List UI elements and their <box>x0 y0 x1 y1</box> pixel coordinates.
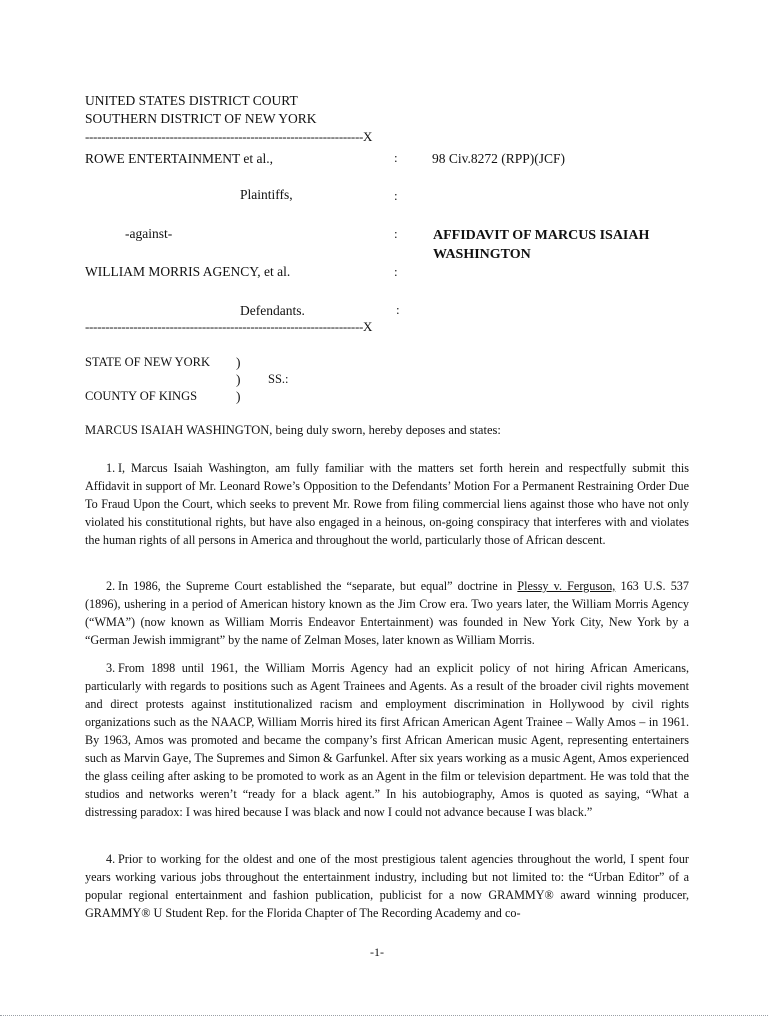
paragraph-text: I, Marcus Isaiah Washington, am fully familiar with the matters set forth herein and respectfully submit this Affidavit in support of Mr. Leonard Rowe’s Opposition to the Defendants’ Motion For a Permanent Restraining Order Due To Fraud Upon the Court, which seeks to prevent Mr. Rowe from filing commercial liens against those who have not only violated his constitutional rights, but have also engaged in a heinous, on-going conspiracy that interferes with and violates the human rights of all persons in America and throughout the world, particularly those of African descent. <box>85 461 689 547</box>
venue-paren: ) <box>236 389 241 404</box>
venue-paren: ) <box>236 355 241 370</box>
caption-colon: : <box>396 302 400 317</box>
defendant-role: Defendants. <box>240 303 305 318</box>
document-title-line1: AFFIDAVIT OF MARCUS ISAIAH <box>433 228 650 243</box>
paragraph-number: 1. <box>106 461 116 475</box>
paragraph-text: 163 U.S. 537 (1896), ushering in a period of American history known as the Jim Crow era. Two years later, the William Morris Agency (“WMA”) (now known as William Morris Endeavor Entertainment) was founded in New York City, New York by a “German Jewish immigrant” by the name of Zelman Moses, later known as William Morris. <box>85 579 689 647</box>
caption-colon: : <box>394 188 398 203</box>
paragraph-number: 4. <box>106 852 116 866</box>
plaintiff-name: ROWE ENTERTAINMENT et al., <box>85 151 273 166</box>
page-bottom-border <box>0 1015 768 1016</box>
caption-colon: : <box>394 226 398 241</box>
caption-colon: : <box>394 150 398 165</box>
paragraph-3 <box>85 659 689 821</box>
defendant-name: WILLIAM MORRIS AGENCY, et al. <box>85 264 291 279</box>
case-citation: Plessy v. Ferguson, <box>517 579 616 593</box>
venue-county: COUNTY OF KINGS <box>85 389 198 403</box>
venue-paren: ) <box>236 372 241 387</box>
document-title-line2: WASHINGTON <box>433 247 531 262</box>
versus-label: -against- <box>125 226 173 241</box>
case-number: 98 Civ.8272 (RPP)(JCF) <box>432 151 566 166</box>
paragraph-number: 2. <box>106 579 116 593</box>
intro-statement: MARCUS ISAIAH WASHINGTON, being duly sworn, hereby deposes and states: <box>85 423 501 437</box>
paragraph-number: 3. <box>106 661 116 675</box>
court-district-line: SOUTHERN DISTRICT OF NEW YORK <box>85 111 317 126</box>
venue-state: STATE OF NEW YORK <box>85 355 211 369</box>
caption-colon: : <box>394 264 398 279</box>
paragraph-2 <box>85 577 689 649</box>
paragraph-4 <box>85 850 689 922</box>
caption-divider-bottom: ---------------------------------------------------------------------X <box>85 319 373 334</box>
paragraph-text: Prior to working for the oldest and one of the most prestigious talent agencies throughout the world, I spent four years working various jobs throughout the entertainment industry, including but not limited to: the “Urban Editor” of a popular regional entertainment and fashion publication, publicist for a now GRAMMY® award winning producer, GRAMMY® U Student Rep. for the Florida Chapter of The Recording Academy and co- <box>85 852 689 920</box>
paragraph-text: From 1898 until 1961, the William Morris Agency had an explicit policy of not hiring African Americans, particularly with regards to positions such as Agent Trainees and Agents. As a result of the broader civil rights movement and direct protests against institutionalized racism and employment discrimination in Hollywood by civil rights organizations such as the NAACP, William Morris hired its first African American Agent Trainee – Wally Amos – in 1961. By 1963, Amos was promoted and became the company’s first African American music Agent, representing entertainers such as Marvin Gaye, The Supremes and Simon & Garfunkel. After six years working as a music Agent, Amos experienced the glass ceiling after asking to be promoted to work as an Agent in the film or television department. He was told that the studios and networks weren’t “ready for a black agent.” In his autobiography, Amos is quoted as saying, “What a distressing paradox: I was hired because I was black and now I could not advance because I was black.” <box>85 661 689 819</box>
paragraph-text: In 1986, the Supreme Court established the “separate, but equal” doctrine in <box>118 579 518 593</box>
venue-ss: SS.: <box>268 372 289 386</box>
court-name-line: UNITED STATES DISTRICT COURT <box>85 93 298 108</box>
caption-divider-top: ---------------------------------------------------------------------X <box>85 129 373 144</box>
paragraph-1 <box>85 459 689 549</box>
plaintiff-role: Plaintiffs, <box>240 187 293 202</box>
page-number: -1- <box>370 945 384 959</box>
